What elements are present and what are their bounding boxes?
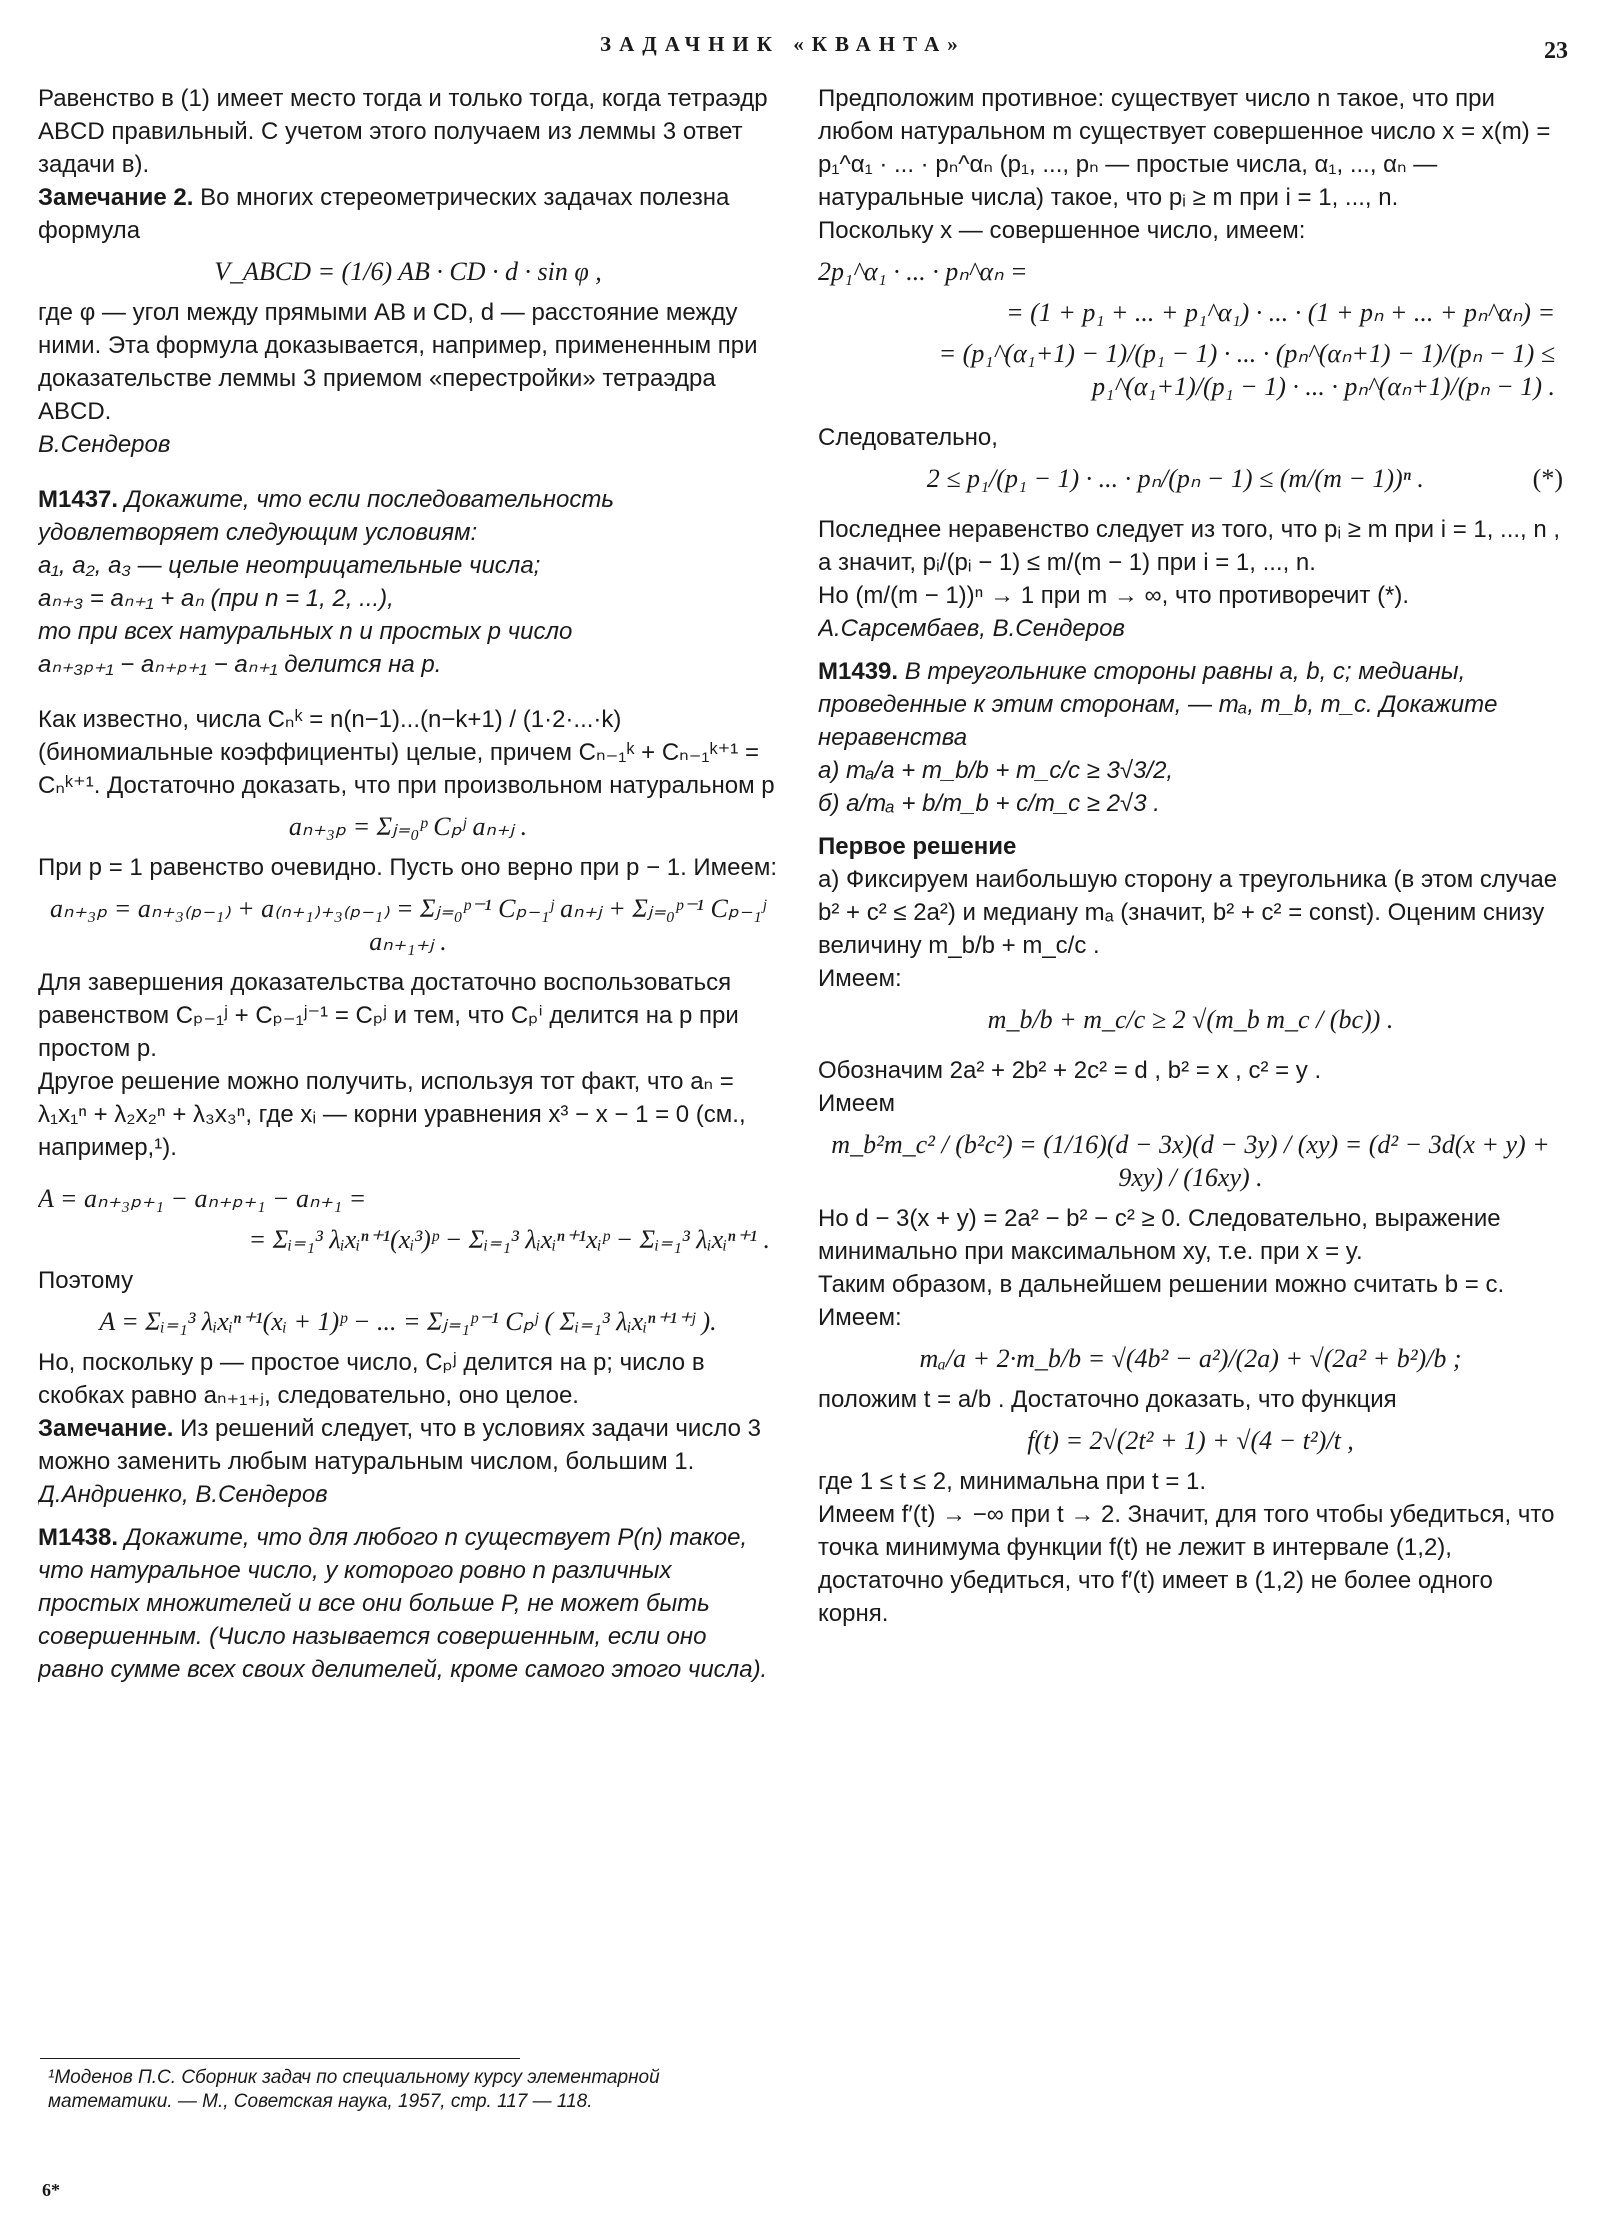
remark-text: Во многих стереометрических задачах полезна формула [38, 184, 730, 244]
formula-a-result: A = Σᵢ₌₁³ λᵢxᵢⁿ⁺¹(xᵢ + 1)ᵖ − ... = Σⱼ₌₁ᵖ⁻¹ Cₚʲ ( Σᵢ₌₁³ λᵢxᵢⁿ⁺¹⁺ʲ ). [99, 1307, 717, 1336]
have-word: Имеем: [818, 965, 902, 992]
signature-mark: 6* [42, 2180, 60, 2200]
where-paragraph: где φ — угол между прямыми AB и CD, d — расстояние между ними. Эта формула доказывается, например, примененным при доказательстве леммы 3 приемом «перестройки» тетраэдра ABCD. [38, 299, 758, 425]
last-inequality-paragraph: Последнее неравенство следует из того, что pᵢ ≥ m при i = 1, ..., n , а значит, pᵢ/(pᵢ − 1) ≤ m/(m − 1) при i = 1, ..., n. [818, 516, 1561, 576]
thus-paragraph: Таким образом, в дальнейшем решении можно считать b = c. Имеем: [818, 1271, 1505, 1331]
final-paragraph: Имеем f′(t) → −∞ при t → 2. Значит, для того чтобы убедиться, что точка минимума функции f(t) не лежит в интервале (1,2), достаточно убедиться, что f′(t) имеет в (1,2) не более одного корня. [818, 1501, 1555, 1627]
page-header [0, 28, 1600, 68]
function-formula: f(t) = 2√(2t² + 1) + √(4 − t²)/t , [1027, 1426, 1354, 1455]
perfect-formula-1: 2p₁^α₁ · ... · pₙ^αₙ = [818, 257, 1028, 286]
intro-paragraph: Равенство в (1) имеет место тогда и только тогда, когда тетраэдр ABCD правильный. С учетом этого получаем из леммы 3 ответ задачи в). [38, 85, 768, 178]
footnote: ¹Моденов П.С. Сборник задач по специальному курсу элементарной математики. — М., Советская наука, 1957, стр. 117 — 118. [48, 2067, 660, 2112]
problem-m1439-label: М1439. [818, 658, 899, 685]
problem-m1438-statement [38, 1521, 778, 1686]
problem-m1439-part-a: а) mₐ/a + m_b/b + m_c/c ≥ 3√3/2, [818, 757, 1174, 784]
denote-paragraph: Обозначим 2a² + 2b² + 2c² = d , b² = x , c² = y . [818, 1057, 1322, 1084]
alternative-paragraph: Другое решение можно получить, используя тот факт, что aₙ = λ₁x₁ⁿ + λ₂x₂ⁿ + λ₃x₃ⁿ, где xᵢ — корни уравнения x³ − x − 1 = 0 (см., например,¹). [38, 1068, 746, 1161]
author-senderov: В.Сендеров [38, 431, 171, 458]
footnote-divider [40, 2058, 520, 2059]
formula-a-definition: A = aₙ₊₃ₚ₊₁ − aₙ₊ₚ₊₁ − aₙ₊₁ = [38, 1184, 367, 1213]
let-t-paragraph: положим t = a/b . Достаточно доказать, что функция [818, 1386, 1397, 1413]
star-formula-row [818, 462, 1563, 495]
remark-label: Замечание 2. [38, 184, 194, 211]
completion-paragraph: Для завершения доказательства достаточно воспользоваться равенством Cₚ₋₁ʲ + Cₚ₋₁ʲ⁻¹ = Cₚʲ и тем, что Cₚⁱ делится на p при простом p. [38, 969, 739, 1062]
therefore-word: Поэтому [38, 1267, 134, 1294]
right-column [818, 82, 1563, 2192]
star-label: (*) [1532, 464, 1563, 493]
but-d-paragraph: Но d − 3(x + y) = 2a² − b² − c² ≥ 0. Следовательно, выражение минимально при максимальном xy, т.е. при x = y. [818, 1205, 1501, 1265]
where-t-paragraph: где 1 ≤ t ≤ 2, минимальна при t = 1. [818, 1468, 1207, 1495]
remark2-paragraph [38, 1412, 778, 1478]
remark-paragraph [38, 181, 778, 247]
perfect-formula-2: = (1 + p₁ + ... + p₁^α₁) · ... · (1 + pₙ + ... + pₙ^αₙ) = [1006, 298, 1555, 327]
fix-paragraph: а) Фиксируем наибольшую сторону a треугольника (в этом случае b² + c² ≤ 2a²) и медиану mₐ (значит, b² + c² = const). Оценим снизу величину m_b/b + m_c/c . [818, 866, 1558, 959]
binomial-paragraph: Как известно, числа Cₙᵏ = n(n−1)...(n−k+1) / (1·2·...·k) (биномиальные коэффициенты) целые, причем Cₙ₋₁ᵏ + Cₙ₋₁ᵏ⁺¹ = Cₙᵏ⁺¹. Достаточно доказать, что при произвольном натуральном p [38, 706, 775, 799]
remark2-text: Из решений следует, что в условиях задачи число 3 можно заменить любым натуральным числом, большим 1. [38, 1415, 761, 1475]
problem-m1438-text: Докажите, что для любого n существует P(n) такое, что натуральное число, у которого ровно n различных простых множителей и все они больше P, не может быть совершенным. (Число называется совершенным, если оно равно сумме всех своих делителей, кроме самого этого числа). [38, 1524, 768, 1683]
problem-m1437-line: то при всех натуральных n и простых p число [38, 618, 573, 645]
problem-m1439-part-b: б) a/mₐ + b/m_b + c/m_c ≥ 2√3 . [818, 790, 1160, 817]
first-solution-heading: Первое решение [818, 833, 1017, 860]
running-title: ЗАДАЧНИК «КВАНТА» [600, 32, 966, 56]
conclusion-paragraph: Но, поскольку p — простое число, Cₚʲ делится на p; число в скобках равно aₙ₊₁₊ⱼ, следовательно, оно целое. [38, 1349, 705, 1409]
have-word-2: Имеем [818, 1090, 895, 1117]
problem-m1437-line: Докажите, что если последовательность удовлетворяет следующим условиям: [38, 486, 614, 546]
problem-m1439-statement [818, 655, 1563, 754]
b-equals-c-formula: mₐ/a + 2·m_b/b = √(4b² − a²)/(2a) + √(2a² + b²)/b ; [919, 1344, 1462, 1373]
problem-m1437-line: a₁, a₂, a₃ — целые неотрицательные числа; [38, 552, 541, 579]
problem-m1437-label: М1437. [38, 486, 119, 513]
remark2-label: Замечание. [38, 1415, 174, 1442]
perfect-formula-3: = (p₁^(α₁+1) − 1)/(p₁ − 1) · ... · (pₙ^(αₙ+1) − 1)/(pₙ − 1) ≤ p₁^(α₁+1)/(p₁ − 1) · ... · pₙ^(αₙ+1)/(pₙ − 1) . [938, 339, 1555, 401]
induction-formula: aₙ₊₃ₚ = aₙ₊₃₍ₚ₋₁₎ + a₍ₙ₊₁₎₊₃₍ₚ₋₁₎ = Σⱼ₌₀ᵖ⁻¹ Cₚ₋₁ʲ aₙ₊ⱼ + Σⱼ₌₀ᵖ⁻¹ Cₚ₋₁ʲ aₙ₊₁₊ⱼ . [50, 894, 766, 956]
formula-a-expansion: = Σᵢ₌₁³ λᵢxᵢⁿ⁺¹(xᵢ³)ᵖ − Σᵢ₌₁³ λᵢxᵢⁿ⁺¹xᵢᵖ − Σᵢ₌₁³ λᵢxᵢⁿ⁺¹ . [248, 1225, 770, 1254]
problem-m1438-label: М1438. [38, 1524, 119, 1551]
author-andrienko: Д.Андриенко, В.Сендеров [38, 1481, 328, 1508]
problem-m1439-text: В треугольнике стороны равны a, b, c; медианы, проведенные к этим сторонам, — mₐ, m_b, m_c. Докажите неравенства [818, 658, 1498, 751]
suppose-paragraph: Предположим противное: существует число n такое, что при любом натуральном m существует совершенное число x = x(m) = p₁^α₁ · ... · pₙ^αₙ (p₁, ..., pₙ — простые числа, α₁, ..., αₙ — натуральные числа) такое, что pᵢ ≥ m при i = 1, ..., n. [818, 85, 1551, 211]
problem-m1437-statement [38, 483, 778, 549]
consequently-word: Следовательно, [818, 424, 998, 451]
problem-m1437-line: aₙ₊₃ = aₙ₊₁ + aₙ (при n = 1, 2, ...), [38, 585, 394, 612]
volume-formula: V_ABCD = (1/6) AB · CD · d · sin φ , [214, 257, 602, 286]
limit-paragraph: Но (m/(m − 1))ⁿ → 1 при m → ∞, что противоречит (*). [818, 582, 1410, 609]
induction-paragraph: При p = 1 равенство очевидно. Пусть оно верно при p − 1. Имеем: [38, 854, 778, 881]
star-formula: 2 ≤ p₁/(p₁ − 1) · ... · pₙ/(pₙ − 1) ≤ (m/(m − 1))ⁿ . [926, 464, 1424, 493]
author-sarsembaev: А.Сарсембаев, В.Сендеров [818, 615, 1125, 642]
left-column [38, 82, 778, 2192]
problem-m1437-line: aₙ₊₃ₚ₊₁ − aₙ₊ₚ₊₁ − aₙ₊₁ делится на p. [38, 651, 442, 678]
median-product-formula: m_b²m_c² / (b²c²) = (1/16)(d − 3x)(d − 3y) / (xy) = (d² − 3d(x + y) + 9xy) / (16xy) . [831, 1130, 1550, 1192]
page-number: 23 [1544, 38, 1568, 64]
am-gm-formula: m_b/b + m_c/c ≥ 2 √(m_b m_c / (bc)) . [987, 1005, 1394, 1034]
sum-formula: aₙ₊₃ₚ = Σⱼ₌₀ᵖ Cₚʲ aₙ₊ⱼ . [288, 812, 528, 841]
since-paragraph: Поскольку x — совершенное число, имеем: [818, 217, 1306, 244]
